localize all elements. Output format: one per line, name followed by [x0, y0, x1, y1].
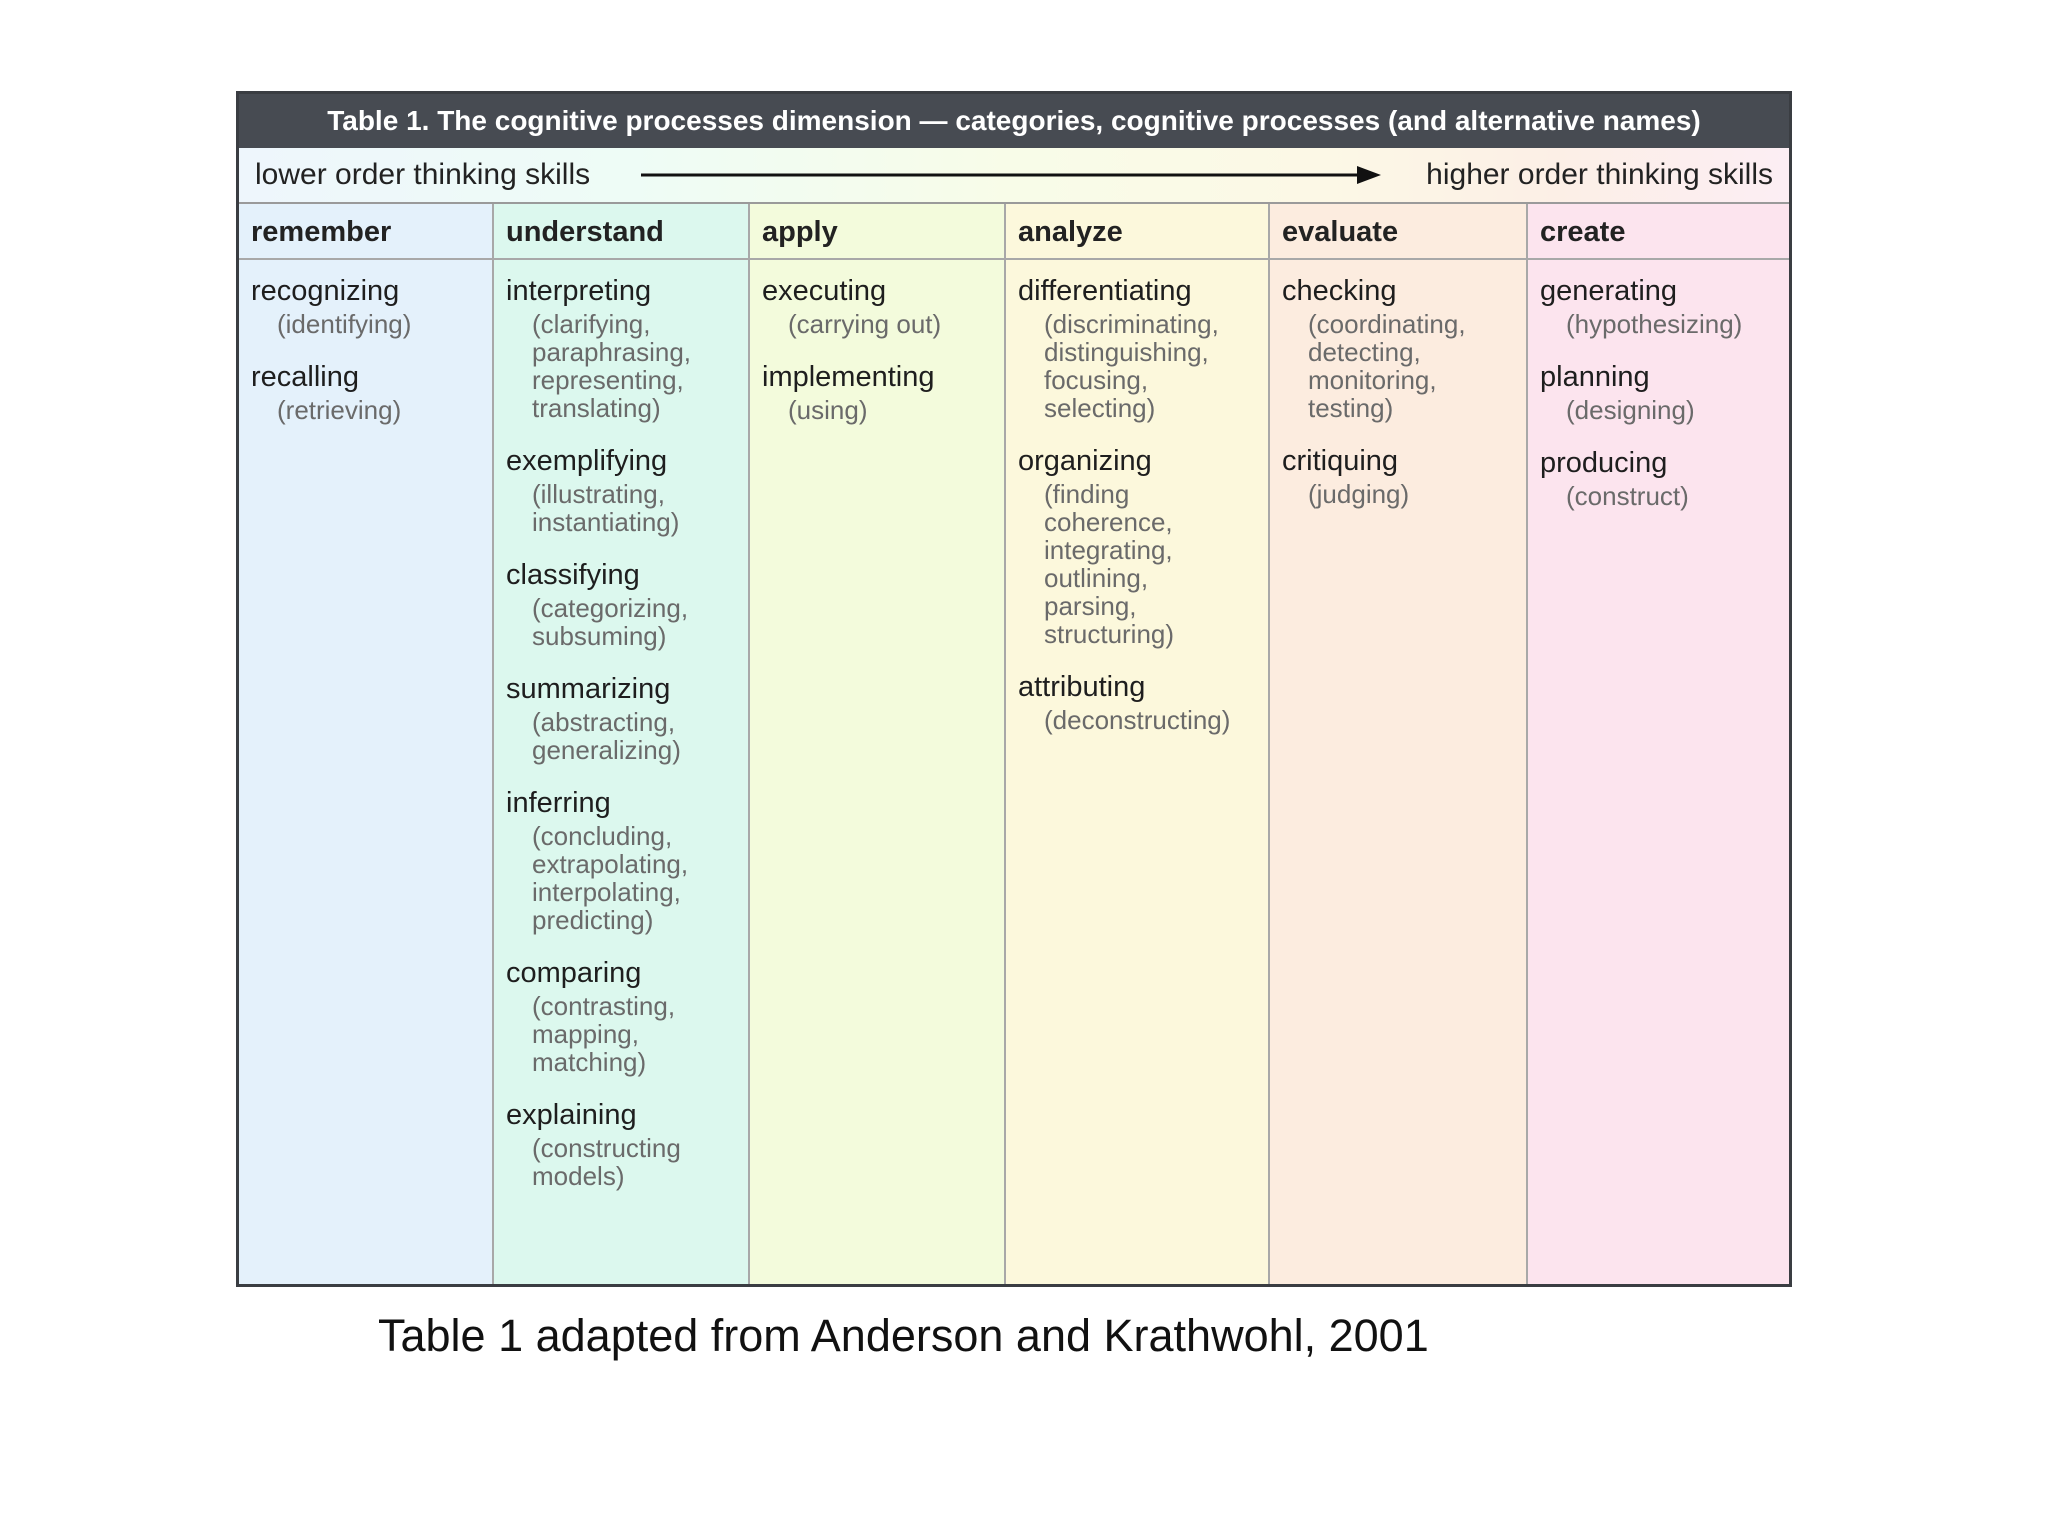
process-item	[506, 786, 740, 934]
process-alternative-names: (deconstructing)	[1044, 705, 1231, 735]
process-alternative-names: (coordinating, detecting, monitoring, testing)	[1308, 309, 1466, 423]
column-header: understand	[494, 204, 748, 260]
process-name: comparing	[506, 957, 642, 989]
process-alternative-names: (construct)	[1566, 481, 1689, 511]
process-item	[506, 956, 740, 1076]
process-name: executing	[762, 275, 887, 307]
column-evaluate	[1270, 204, 1528, 1284]
column-body	[1528, 260, 1789, 510]
process-alternative-names: (retrieving)	[277, 395, 402, 425]
process-item	[506, 672, 740, 764]
table-caption: Table 1 adapted from Anderson and Krathwohl, 2001	[378, 1310, 1429, 1361]
process-item	[251, 360, 484, 424]
process-alternative-names: (abstracting, generalizing)	[532, 707, 681, 765]
process-item	[1282, 274, 1518, 422]
process-item	[1540, 446, 1781, 510]
category-columns	[239, 204, 1789, 1284]
process-alternative-names: (identifying)	[277, 309, 412, 339]
process-item	[1018, 274, 1260, 422]
process-alternative-names: (hypothesizing)	[1566, 309, 1743, 339]
column-understand	[494, 204, 750, 1284]
process-name: exemplifying	[506, 445, 668, 477]
process-name: checking	[1282, 275, 1397, 307]
process-name: classifying	[506, 559, 640, 591]
column-header: remember	[239, 204, 492, 260]
process-alternative-names: (clarifying, paraphrasing, representing, translating)	[532, 309, 691, 423]
process-name: producing	[1540, 447, 1668, 479]
process-name: critiquing	[1282, 445, 1399, 477]
process-item	[1018, 670, 1260, 734]
process-name: recognizing	[251, 275, 400, 307]
scale-arrow-icon	[641, 162, 1381, 188]
process-item	[762, 360, 996, 424]
process-alternative-names: (carrying out)	[788, 309, 942, 339]
column-header: create	[1528, 204, 1789, 260]
column-body	[239, 260, 492, 424]
process-name: inferring	[506, 787, 611, 819]
process-item	[251, 274, 484, 338]
thinking-skills-scale	[239, 148, 1789, 204]
process-name: attributing	[1018, 671, 1146, 703]
process-alternative-names: (illustrating, instantiating)	[532, 479, 680, 537]
process-item	[1540, 360, 1781, 424]
column-header: apply	[750, 204, 1004, 260]
column-header: evaluate	[1270, 204, 1526, 260]
process-name: interpreting	[506, 275, 652, 307]
process-alternative-names: (finding coherence, integrating, outlining, parsing, structuring)	[1044, 479, 1175, 649]
process-item	[506, 444, 740, 536]
process-item	[506, 558, 740, 650]
process-alternative-names: (categorizing, subsuming)	[532, 593, 689, 651]
process-item	[1540, 274, 1781, 338]
column-body	[1270, 260, 1526, 508]
process-name: organizing	[1018, 445, 1152, 477]
column-remember	[239, 204, 494, 1284]
process-name: summarizing	[506, 673, 671, 705]
process-alternative-names: (discriminating, distinguishing, focusing, selecting)	[1044, 309, 1219, 423]
process-item	[506, 274, 740, 422]
column-body	[750, 260, 1004, 424]
process-alternative-names: (constructing models)	[532, 1133, 681, 1191]
process-alternative-names: (using)	[788, 395, 868, 425]
scale-low-label: lower order thinking skills	[255, 158, 591, 191]
process-alternative-names: (designing)	[1566, 395, 1695, 425]
process-item	[1018, 444, 1260, 648]
process-alternative-names: (judging)	[1308, 479, 1410, 509]
scale-high-label: higher order thinking skills	[1426, 158, 1773, 191]
column-body	[1006, 260, 1268, 734]
process-name: planning	[1540, 361, 1650, 393]
column-create	[1528, 204, 1789, 1284]
process-alternative-names: (concluding, extrapolating, interpolating, predicting)	[532, 821, 689, 935]
column-body	[494, 260, 748, 1190]
column-header: analyze	[1006, 204, 1268, 260]
process-name: implementing	[762, 361, 935, 393]
process-name: explaining	[506, 1099, 637, 1131]
process-item	[762, 274, 996, 338]
process-name: recalling	[251, 361, 359, 393]
cognitive-processes-table	[236, 91, 1792, 1287]
process-name: generating	[1540, 275, 1678, 307]
process-item	[1282, 444, 1518, 508]
process-item	[506, 1098, 740, 1190]
column-apply	[750, 204, 1006, 1284]
column-analyze	[1006, 204, 1270, 1284]
table-title: Table 1. The cognitive processes dimension — categories, cognitive processes (and alternative names)	[239, 94, 1789, 148]
process-name: differentiating	[1018, 275, 1192, 307]
process-alternative-names: (contrasting, mapping, matching)	[532, 991, 676, 1077]
